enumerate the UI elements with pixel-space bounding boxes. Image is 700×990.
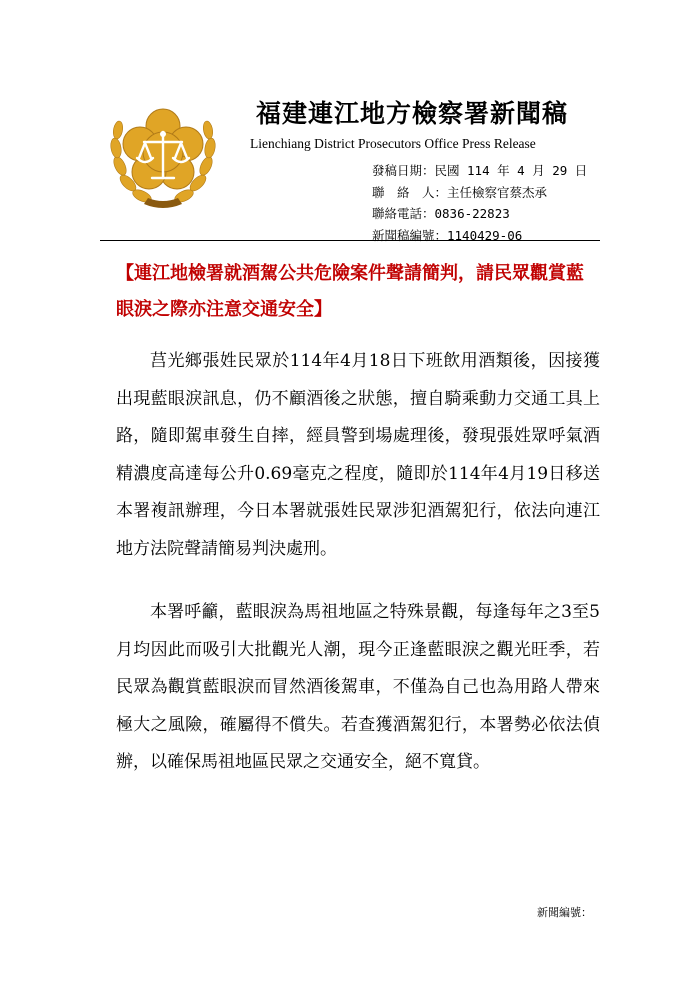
body-paragraph-1: 莒光鄉張姓民眾於114年4月18日下班飲用酒類後，因接獲出現藍眼淚訊息，仍不顧酒後之狀態，擅自騎乘動力交通工具上路，隨即駕車發生自摔，經員警到場處理後，發現張姓眾呼氣酒精濃度高達每公升0.69毫克之程度，隨即於114年4月19日移送本署複訊辦理，今日本署就張姓民眾涉犯酒駕犯行，依法向連江地方法院聲請簡易判決處刑。 <box>116 351 600 559</box>
contact-person: 聯 絡 人：主任檢察官蔡杰承 <box>372 184 548 200</box>
prosecutors-office-emblem-icon <box>104 96 222 216</box>
release-number: 新聞稿編號：1140429-06 <box>372 227 523 243</box>
release-date: 發稿日期：民國 114 年 4 月 29 日 <box>372 163 588 178</box>
footer-release-number-label: 新聞編號： <box>537 906 592 919</box>
header-divider <box>100 240 600 241</box>
page-title: 福建連江地方檢察署新聞稿 <box>256 99 569 128</box>
page-subtitle: Lienchiang District Prosecutors Office Press Release <box>250 136 536 151</box>
headline: 【連江地檢署就酒駕公共危險案件聲請簡判，請民眾觀賞藍眼淚之際亦注意交通安全】 <box>116 263 584 320</box>
release-meta <box>372 160 587 246</box>
contact-phone: 聯絡電話：0836-22823 <box>372 206 510 221</box>
body-paragraph-2: 本署呼籲，藍眼淚為馬祖地區之特殊景觀，每逢每年之3至5月均因此而吸引大批觀光人潮，現今正逢藍眼淚之觀光旺季，若民眾為觀賞藍眼淚而冒然酒後駕車，不僅為自己也為用路人帶來極大之風險，確屬得不償失。若查獲酒駕犯行，本署勢必依法偵辦，以確保馬祖地區民眾之交通安全，絕不寬貸。 <box>116 602 600 772</box>
